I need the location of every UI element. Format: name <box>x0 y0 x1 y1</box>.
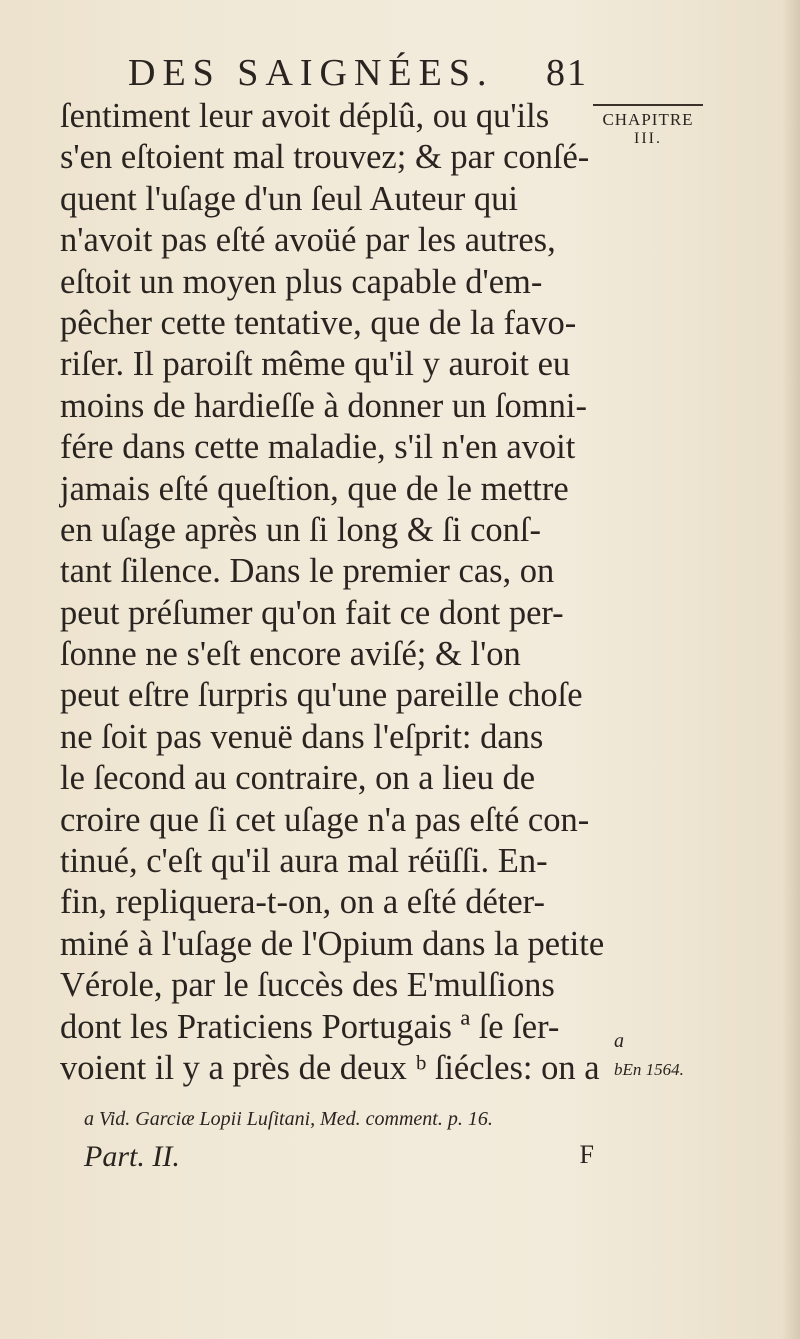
signature-line <box>84 1140 624 1174</box>
text-line: fin, repliquera-t-on, on a eſté déter- <box>60 883 545 922</box>
running-head-title: DES SAIGNÉES. <box>128 52 494 94</box>
body-text <box>60 96 605 1089</box>
text-line: jamais eſté queſtion, que de le mettre <box>60 469 569 508</box>
text-line: tant ſilence. Dans le premier cas, on <box>60 552 555 591</box>
chapter-margin-note <box>588 104 708 148</box>
page-number: 81 <box>546 52 588 94</box>
text-line: croire que ſi cet uſage n'a pas eſté con- <box>60 800 590 839</box>
text-line: dont les Praticiens Portugais ª ſe ſer- <box>60 1007 560 1046</box>
text-line: pêcher cette tentative, que de la favo- <box>60 303 577 342</box>
text-line: tinué, c'eſt qu'il aura mal réüſſi. En- <box>60 842 548 881</box>
text-line: peut préſumer qu'on fait ce dont per- <box>60 593 564 632</box>
text-line: Vérole, par le ſuccès des E'mulſions <box>60 966 555 1005</box>
text-line: peut eſtre ſurpris qu'une pareille choſe <box>60 676 583 715</box>
signature-mark: F <box>579 1140 594 1169</box>
margin-reference-b: bEn 1564. <box>614 1060 684 1079</box>
part-label: Part. II. <box>84 1140 180 1173</box>
text-line: ſonne ne s'eſt encore aviſé; & l'on <box>60 635 521 674</box>
text-line: ne ſoit pas venuë dans l'eſprit: dans <box>60 717 544 756</box>
text-line: fére dans cette maladie, s'il n'en avoit <box>60 428 576 467</box>
text-line: eſtoit un moyen plus capable d'em- <box>60 262 543 301</box>
text-line: le ſecond au contraire, on a lieu de <box>60 759 536 798</box>
page-edge-shadow <box>782 0 800 1339</box>
text-line: ſentiment leur avoit déplû, ou qu'ils <box>60 97 550 135</box>
text-line: moins de hardieſſe à donner un ſomni- <box>60 386 587 425</box>
text-line: n'avoit pas eſté avoüé par les autres, <box>60 221 556 260</box>
footnote: a Vid. Garciæ Lopii Luſitani, Med. comment. p. 16. <box>84 1108 493 1130</box>
chapter-label: CHAPITRE <box>602 110 694 129</box>
text-line: s'en eſtoient mal trouvez; & par conſé- <box>60 138 590 177</box>
text-line: en uſage après un ſi long & ſi conſ- <box>60 510 541 549</box>
text-line: riſer. Il paroiſt même qu'il y auroit eu <box>60 345 571 384</box>
chapter-number: III. <box>634 130 662 147</box>
running-head <box>128 48 588 98</box>
text-line: quent l'uſage d'un ſeul Auteur qui <box>60 179 518 218</box>
text-line: voient il y a près de deux ᵇ ſiécles: on a <box>60 1048 600 1087</box>
margin-reference-a: a <box>614 1030 624 1052</box>
text-line: miné à l'uſage de l'Opium dans la petite <box>60 924 605 963</box>
margin-rule <box>593 104 703 106</box>
